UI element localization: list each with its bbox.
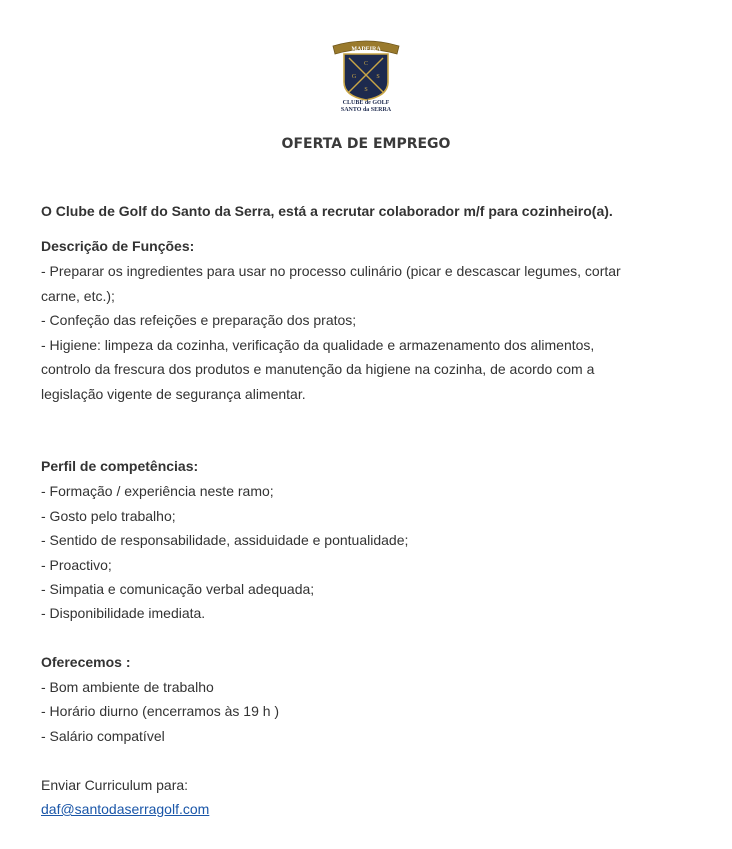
skills-line: - Simpatia e comunicação verbal adequada;: [41, 581, 315, 597]
offer-line: - Horário diurno (encerramos às 19 h ): [41, 703, 280, 719]
skills-line: - Sentido de responsabilidade, assiduidade e pontualidade;: [41, 532, 409, 548]
logo-letter-right: S: [376, 74, 380, 80]
logo-club-name: [300, 100, 432, 114]
skills-line: - Formação / experiência neste ramo;: [41, 483, 274, 499]
offer-heading: Oferecemos :: [41, 654, 131, 670]
contact-label: Enviar Curriculum para:: [41, 777, 189, 793]
skills-line: - Disponibilidade imediata.: [41, 605, 206, 621]
offer-line: - Salário compatível: [41, 728, 165, 744]
functions-heading: Descrição de Funções:: [41, 238, 195, 254]
logo-letter-top: C: [363, 61, 369, 67]
skills-heading: Perfil de competências:: [41, 458, 199, 474]
intro-text: O Clube de Golf do Santo da Serra, está a recrutar colaborador m/f para cozinheiro(a).: [41, 203, 613, 219]
skills-line: - Proactivo;: [41, 557, 112, 573]
contact-email-link[interactable]: daf@santodaserragolf.com: [41, 801, 210, 817]
offer-line: - Bom ambiente de trabalho: [41, 679, 214, 695]
functions-line: - Higiene: limpeza da cozinha, verificação da qualidade e armazenamento dos alimentos,: [41, 337, 595, 353]
logo-letter-bottom: S: [364, 87, 368, 93]
logo-name-line1: CLUBE de GOLF: [342, 100, 390, 106]
functions-line: carne, etc.);: [41, 288, 115, 304]
logo-banner-text: MADEIRA: [351, 46, 381, 53]
page-title: OFERTA DE EMPREGO: [281, 136, 451, 152]
functions-line: legislação vigente de segurança alimentar.: [41, 386, 306, 402]
skills-line: - Gosto pelo trabalho;: [41, 508, 176, 524]
logo-name-line2: SANTO da SERRA: [340, 107, 392, 113]
functions-line: controlo da frescura dos produtos e manutenção da higiene na cozinha, de acordo com a: [41, 361, 595, 377]
functions-line: - Preparar os ingredientes para usar no processo culinário (picar e descascar legumes, cortar: [41, 263, 621, 279]
functions-line: - Confeção das refeições e preparação dos pratos;: [41, 312, 357, 328]
logo-letter-left: G: [351, 74, 357, 80]
